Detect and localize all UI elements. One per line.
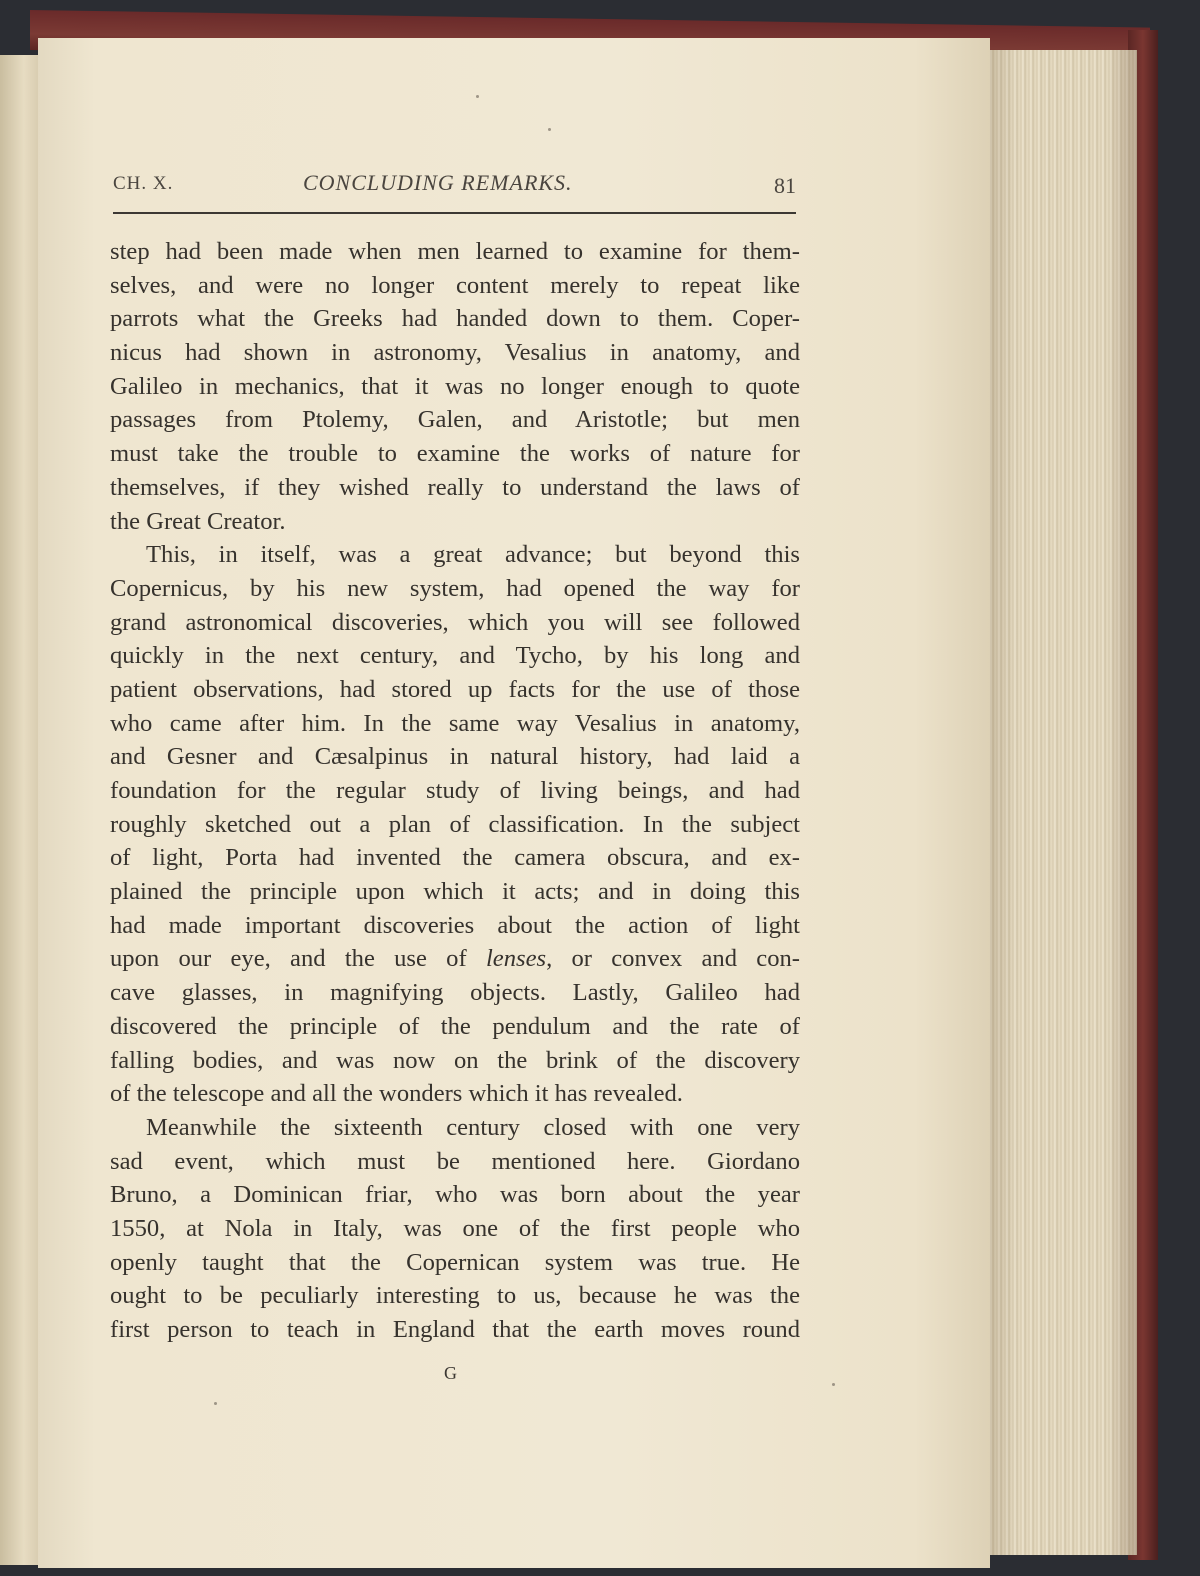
text-line: of the telescope and all the wonders which it has revealed. <box>110 1080 683 1108</box>
text-line: selves, and were no longer content merely to repeat like <box>110 271 800 299</box>
text-line: parrots what the Greeks had handed down to them. Coper- <box>110 305 800 333</box>
header-rule <box>113 212 796 214</box>
text-line: ought to be peculiarly interesting to us, because he was the <box>110 1282 800 1310</box>
emphasis-lenses: lenses <box>485 945 547 973</box>
text-line: foundation for the regular study of living beings, and had <box>110 777 800 804</box>
page-number: 81 <box>774 173 796 198</box>
text-line: the Great Creator. <box>110 507 286 535</box>
text-line: upon our eye, and the use of lenses, or convex and con- <box>110 945 800 973</box>
paper-speck <box>548 128 551 131</box>
page-stack-shading <box>987 50 1137 1555</box>
text-line: plained the principle upon which it acts; and in doing this <box>110 878 800 906</box>
text-line: falling bodies, and was now on the brink of the discovery <box>110 1046 800 1074</box>
text-line: first person to teach in England that the earth moves round <box>110 1316 800 1343</box>
text-line: must take the trouble to examine the works of nature for <box>110 440 800 468</box>
chapter-number: CH. X. <box>113 173 174 194</box>
text-line: 1550, at Nola in Italy, was one of the first people who <box>110 1214 800 1242</box>
paper-speck <box>214 1402 217 1405</box>
text-line: passages from Ptolemy, Galen, and Aristotle; but men <box>110 406 800 434</box>
page-stack-edge <box>985 50 1137 1555</box>
text-line: nicus had shown in astronomy, Vesalius in anatomy, and <box>110 339 800 367</box>
text-line: discovered the principle of the pendulum and the rate of <box>110 1012 800 1040</box>
text-line: had made important discoveries about the action of light <box>110 911 800 939</box>
text-line: Meanwhile the sixteenth century closed with one very <box>146 1113 800 1141</box>
text-line: quickly in the next century, and Tycho, by his long and <box>110 642 800 670</box>
text-line: of light, Porta had invented the camera obscura, and ex- <box>110 844 800 872</box>
text-line: themselves, if they wished really to understand the laws of <box>110 473 800 501</box>
text-line: cave glasses, in magnifying objects. Lastly, Galileo had <box>110 979 800 1007</box>
text-line: grand astronomical discoveries, which you will see followed <box>110 608 800 636</box>
text-line: Copernicus, by his new system, had opened the way for <box>110 574 800 602</box>
signature-mark: G <box>444 1363 457 1383</box>
body-text <box>110 235 800 1347</box>
text-line: Bruno, a Dominican friar, who was born about the year <box>110 1181 800 1209</box>
text-line: patient observations, had stored up facts for the use of those <box>110 675 800 703</box>
paper-speck <box>476 95 479 98</box>
running-header <box>113 165 796 201</box>
text-line: step had been made when men learned to examine for them- <box>110 238 800 265</box>
text-line: and Gesner and Cæsalpinus in natural history, had laid a <box>110 743 800 771</box>
paper-speck <box>832 1383 835 1386</box>
running-title: CONCLUDING REMARKS. <box>303 170 573 195</box>
text-line: This, in itself, was a great advance; but beyond this <box>146 541 800 569</box>
text-line: Galileo in mechanics, that it was no longer enough to quote <box>110 372 800 400</box>
text-line: sad event, which must be mentioned here. Giordano <box>110 1147 800 1175</box>
text-line: who came after him. In the same way Vesalius in anatomy, <box>110 709 800 737</box>
text-line: roughly sketched out a plan of classification. In the subject <box>110 810 800 838</box>
text-line: openly taught that the Copernican system was true. He <box>110 1248 800 1276</box>
left-page-edge <box>0 55 40 1565</box>
